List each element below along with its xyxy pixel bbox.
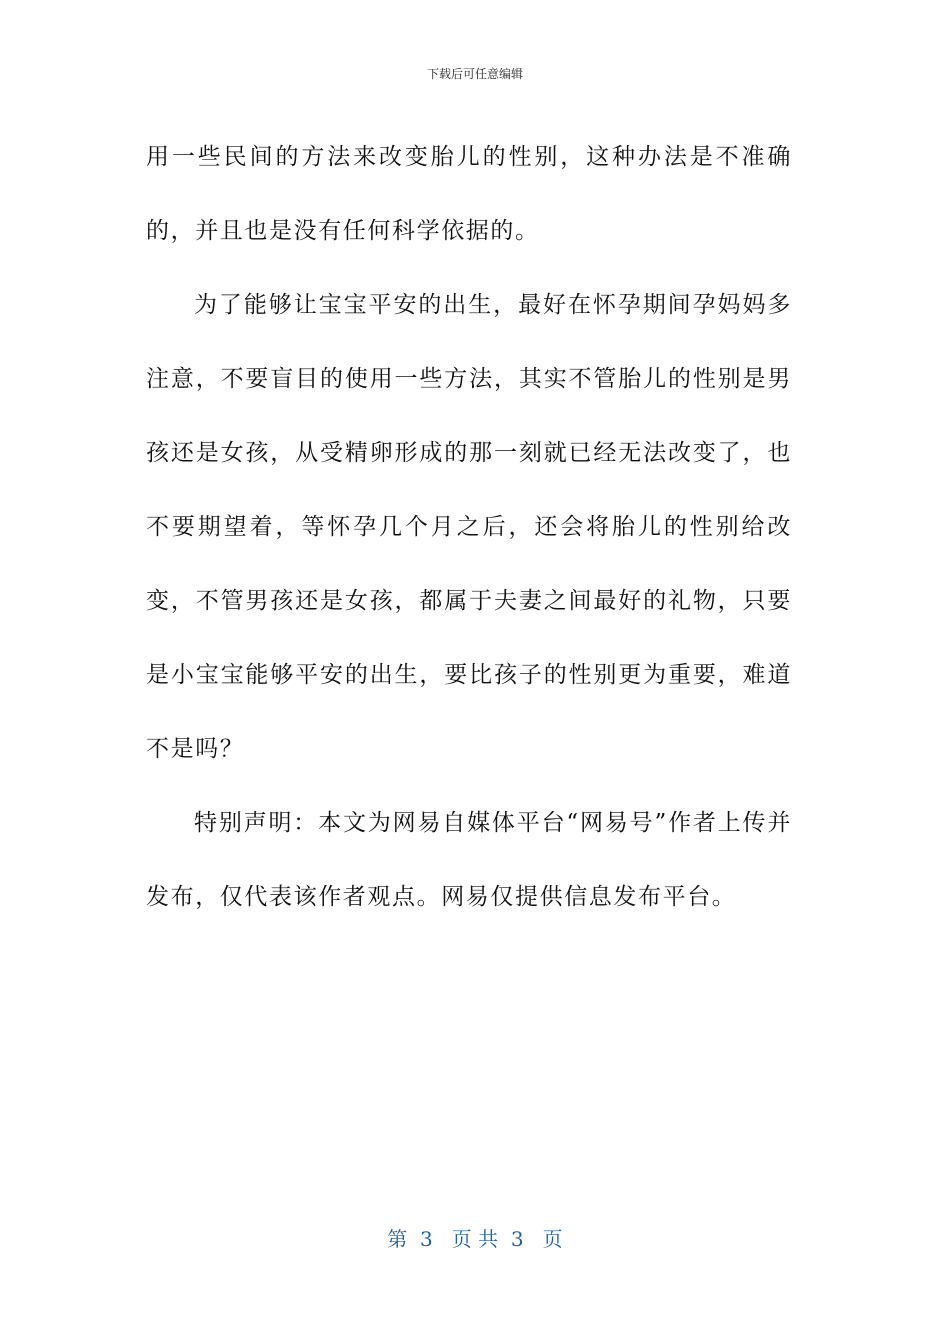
paragraph-disclaimer: 特别声明：本文为网易自媒体平台“网易号”作者上传并发布，仅代表该作者观点。网易仅提供信息发布平台。 [146,810,792,910]
document-body [146,120,792,934]
paragraph-main: 为了能够让宝宝平安的出生，最好在怀孕期间孕妈妈多注意，不要盲目的使用一些方法，其实不管胎儿的性别是男孩还是女孩，从受精卵形成的那一刻就已经无法改变了，也不要期望着，等怀孕几个月之后，还会将胎儿的性别给改变，不管男孩还是女孩，都属于夫妻之间最好的礼物，只要是小宝宝能够平安的出生，要比孩子的性别更为重要，难道不是吗？ [146,292,792,762]
paragraph-continuation: 用一些民间的方法来改变胎儿的性别，这种办法是不准确的，并且也是没有任何科学依据的。 [146,144,792,244]
page-number-footer: 第 3 页 共 3 页 [387,1227,563,1251]
page-header: 下载后可任意编辑 [426,67,523,81]
